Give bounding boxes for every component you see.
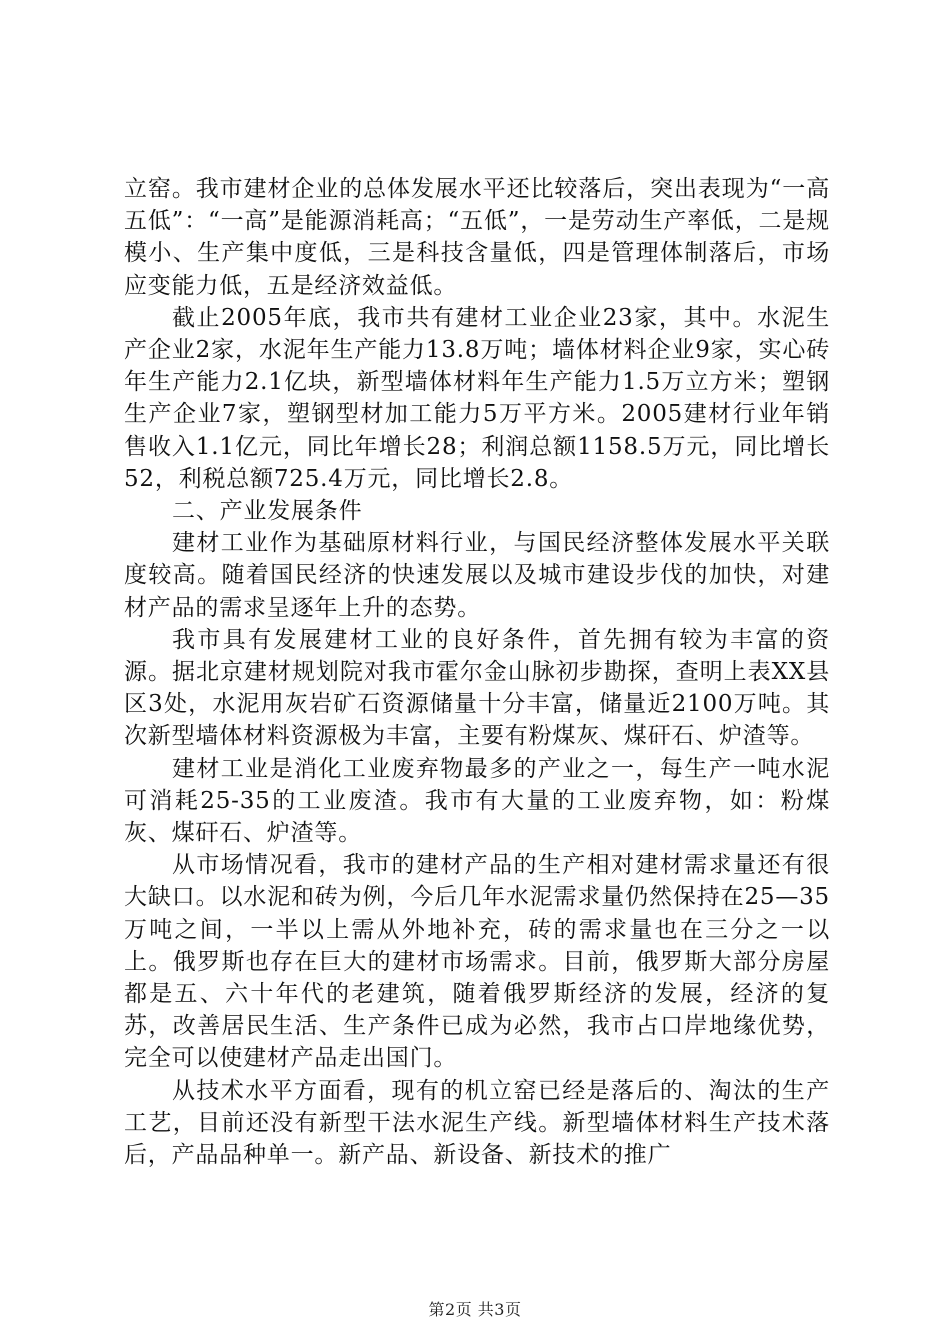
paragraph-4: 我市具有发展建材工业的良好条件，首先拥有较为丰富的资源。据北京建材规划院对我市霍尔金山脉初步勘探，查明上表XX县区3处，水泥用灰岩矿石资源储量十分丰富，储量近2100万吨。其次新型墙体材料资源极为丰富，主要有粉煤灰、煤矸石、炉渣等。 bbox=[124, 626, 830, 750]
section-heading: 二、产业发展条件 bbox=[172, 498, 363, 525]
paragraph-6: 从市场情况看，我市的建材产品的生产相对建材需求量还有很大缺口。以水泥和砖为例，今后几年水泥需求量仍然保持在25—35万吨之间，一半以上需从外地补充，砖的需求量也在三分之一以上。俄罗斯也存在巨大的建材市场需求。目前，俄罗斯大部分房屋都是五、六十年代的老建筑，随着俄罗斯经济的发展，经济的复苏，改善居民生活、生产条件已成为必然，我市占口岸地缘优势，完全可以使建材产品走出国门。 bbox=[124, 852, 830, 1072]
paragraph-3: 建材工业作为基础原材料行业，与国民经济整体发展水平关联度较高。随着国民经济的快速发展以及城市建设步伐的加快，对建材产品的需求呈逐年上升的态势。 bbox=[124, 530, 830, 621]
paragraph-1: 立窑。我市建材企业的总体发展水平还比较落后，突出表现为“一高五低”：“一高”是能源消耗高；“五低”，一是劳动生产率低，二是规模小、生产集中度低，三是科技含量低，四是管理体制落后，市场应变能力低，五是经济效益低。 bbox=[124, 176, 830, 299]
paragraph-2: 截止2005年底，我市共有建材工业企业23家，其中。水泥生产企业2家，水泥年生产能力13.8万吨；墙体材料企业9家，实心砖年生产能力2.1亿块，新型墙体材料年生产能力1.5万立方米；塑钢生产企业7家，塑钢型材加工能力5万平方米。2005建材行业年销售收入1.1亿元，同比年增长28；利润总额1158.5万元，同比增长52，利税总额725.4万元，同比增长2.8。 bbox=[124, 304, 830, 492]
paragraph-7: 从技术水平方面看，现有的机立窑已经是落后的、淘汰的生产工艺，目前还没有新型干法水泥生产线。新型墙体材料生产技术落后，产品品种单一。新产品、新设备、新技术的推广 bbox=[124, 1077, 830, 1169]
body-text bbox=[124, 173, 830, 1171]
paragraph-5: 建材工业是消化工业废弃物最多的产业之一，每生产一吨水泥可消耗25-35的工业废渣。我市有大量的工业废弃物，如：粉煤灰、煤矸石、炉渣等。 bbox=[124, 755, 830, 847]
page-number-footer: 第2页 共3页 bbox=[428, 1300, 522, 1319]
